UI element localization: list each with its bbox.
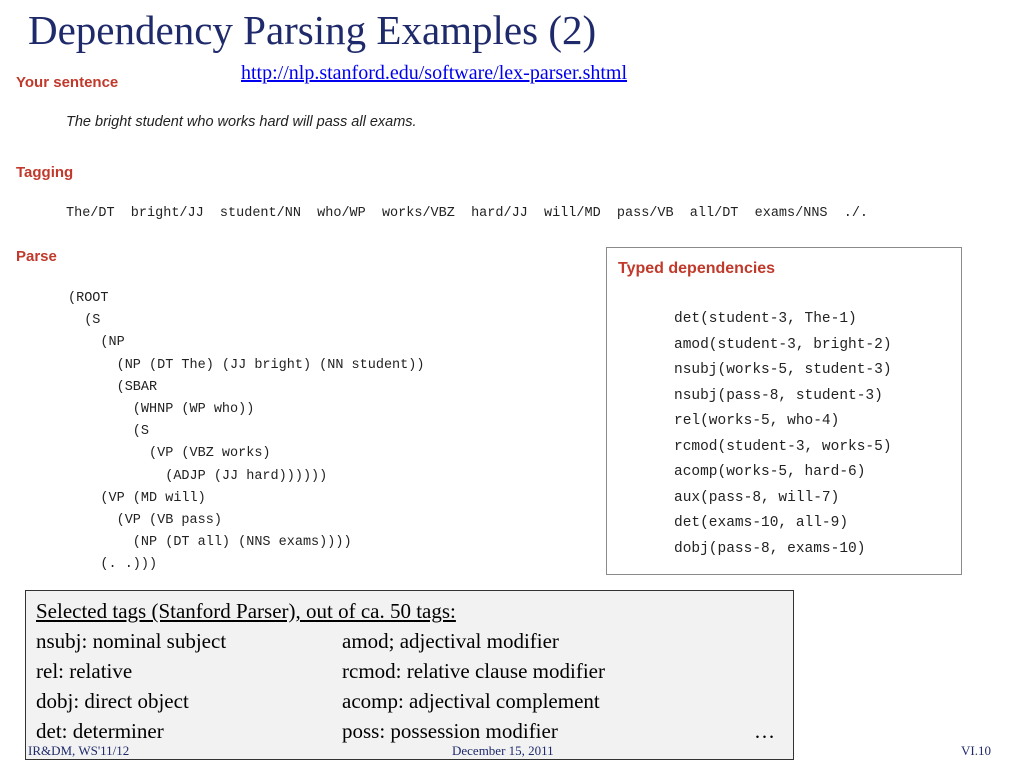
dependency-item: rel(works-5, who-4) bbox=[674, 413, 840, 429]
footer-date: December 15, 2011 bbox=[452, 743, 554, 758]
tag-definition-right: poss: possession modifier bbox=[342, 719, 558, 743]
tag-definition-left: det: determiner bbox=[36, 719, 164, 743]
tag-definition-left: rel: relative bbox=[36, 659, 133, 683]
parse-label: Parse bbox=[16, 248, 57, 265]
tag-definition-right: rcmod: relative clause modifier bbox=[342, 659, 605, 683]
tag-definition-left: dobj: direct object bbox=[36, 689, 189, 713]
dependency-list bbox=[674, 307, 892, 562]
tag-definition-right: acomp: adjectival complement bbox=[342, 689, 600, 713]
footer-slide-number: VI.10 bbox=[961, 743, 991, 758]
dependency-item: nsubj(works-5, student-3) bbox=[674, 362, 892, 378]
selected-tags-heading: Selected tags (Stanford Parser), out of ca. 50 tags: bbox=[36, 599, 456, 623]
selected-tags-box bbox=[25, 590, 794, 760]
dependency-item: acomp(works-5, hard-6) bbox=[674, 464, 866, 480]
tagging-output: The/DT bright/JJ student/NN who/WP works/VBZ hard/JJ will/MD pass/VB all/DT exams/NNS ./. bbox=[66, 206, 869, 221]
tag-definition-left: nsubj: nominal subject bbox=[36, 629, 227, 653]
tag-definition-right: amod; adjectival modifier bbox=[342, 629, 559, 653]
more-tags-ellipsis: … bbox=[754, 719, 775, 743]
dependency-item: nsubj(pass-8, student-3) bbox=[674, 387, 883, 404]
dependency-item: dobj(pass-8, exams-10) bbox=[674, 540, 866, 557]
tagging-label: Tagging bbox=[16, 164, 74, 181]
footer-course: IR&DM, WS'11/12 bbox=[28, 743, 130, 758]
dependency-item: det(student-3, The-1) bbox=[674, 311, 857, 327]
your-sentence-label: Your sentence bbox=[16, 74, 119, 91]
dependency-item: amod(student-3, bright-2) bbox=[674, 336, 892, 353]
typed-dependencies-title: Typed dependencies bbox=[618, 260, 776, 277]
dependency-item: rcmod(student-3, works-5) bbox=[674, 438, 892, 455]
slide-title: Dependency Parsing Examples (2) bbox=[28, 7, 597, 53]
parse-tree: (ROOT (S (NP (NP (DT The) (JJ bright) (NN student)) (SBAR (WHNP (WP who)) (S (VP (VBZ works) (ADJP (JJ hard)))))) (VP (MD will) (VP (VB pass) (NP (DT all) (NNS exams)))) (. .))) bbox=[68, 291, 425, 573]
dependency-item: det(exams-10, all-9) bbox=[674, 515, 849, 531]
parser-link[interactable]: http://nlp.stanford.edu/software/lex-parser.shtml bbox=[241, 62, 628, 84]
dependency-item: aux(pass-8, will-7) bbox=[674, 489, 840, 506]
input-sentence: The bright student who works hard will pass all exams. bbox=[66, 114, 417, 130]
typed-dependencies-panel bbox=[606, 247, 962, 575]
